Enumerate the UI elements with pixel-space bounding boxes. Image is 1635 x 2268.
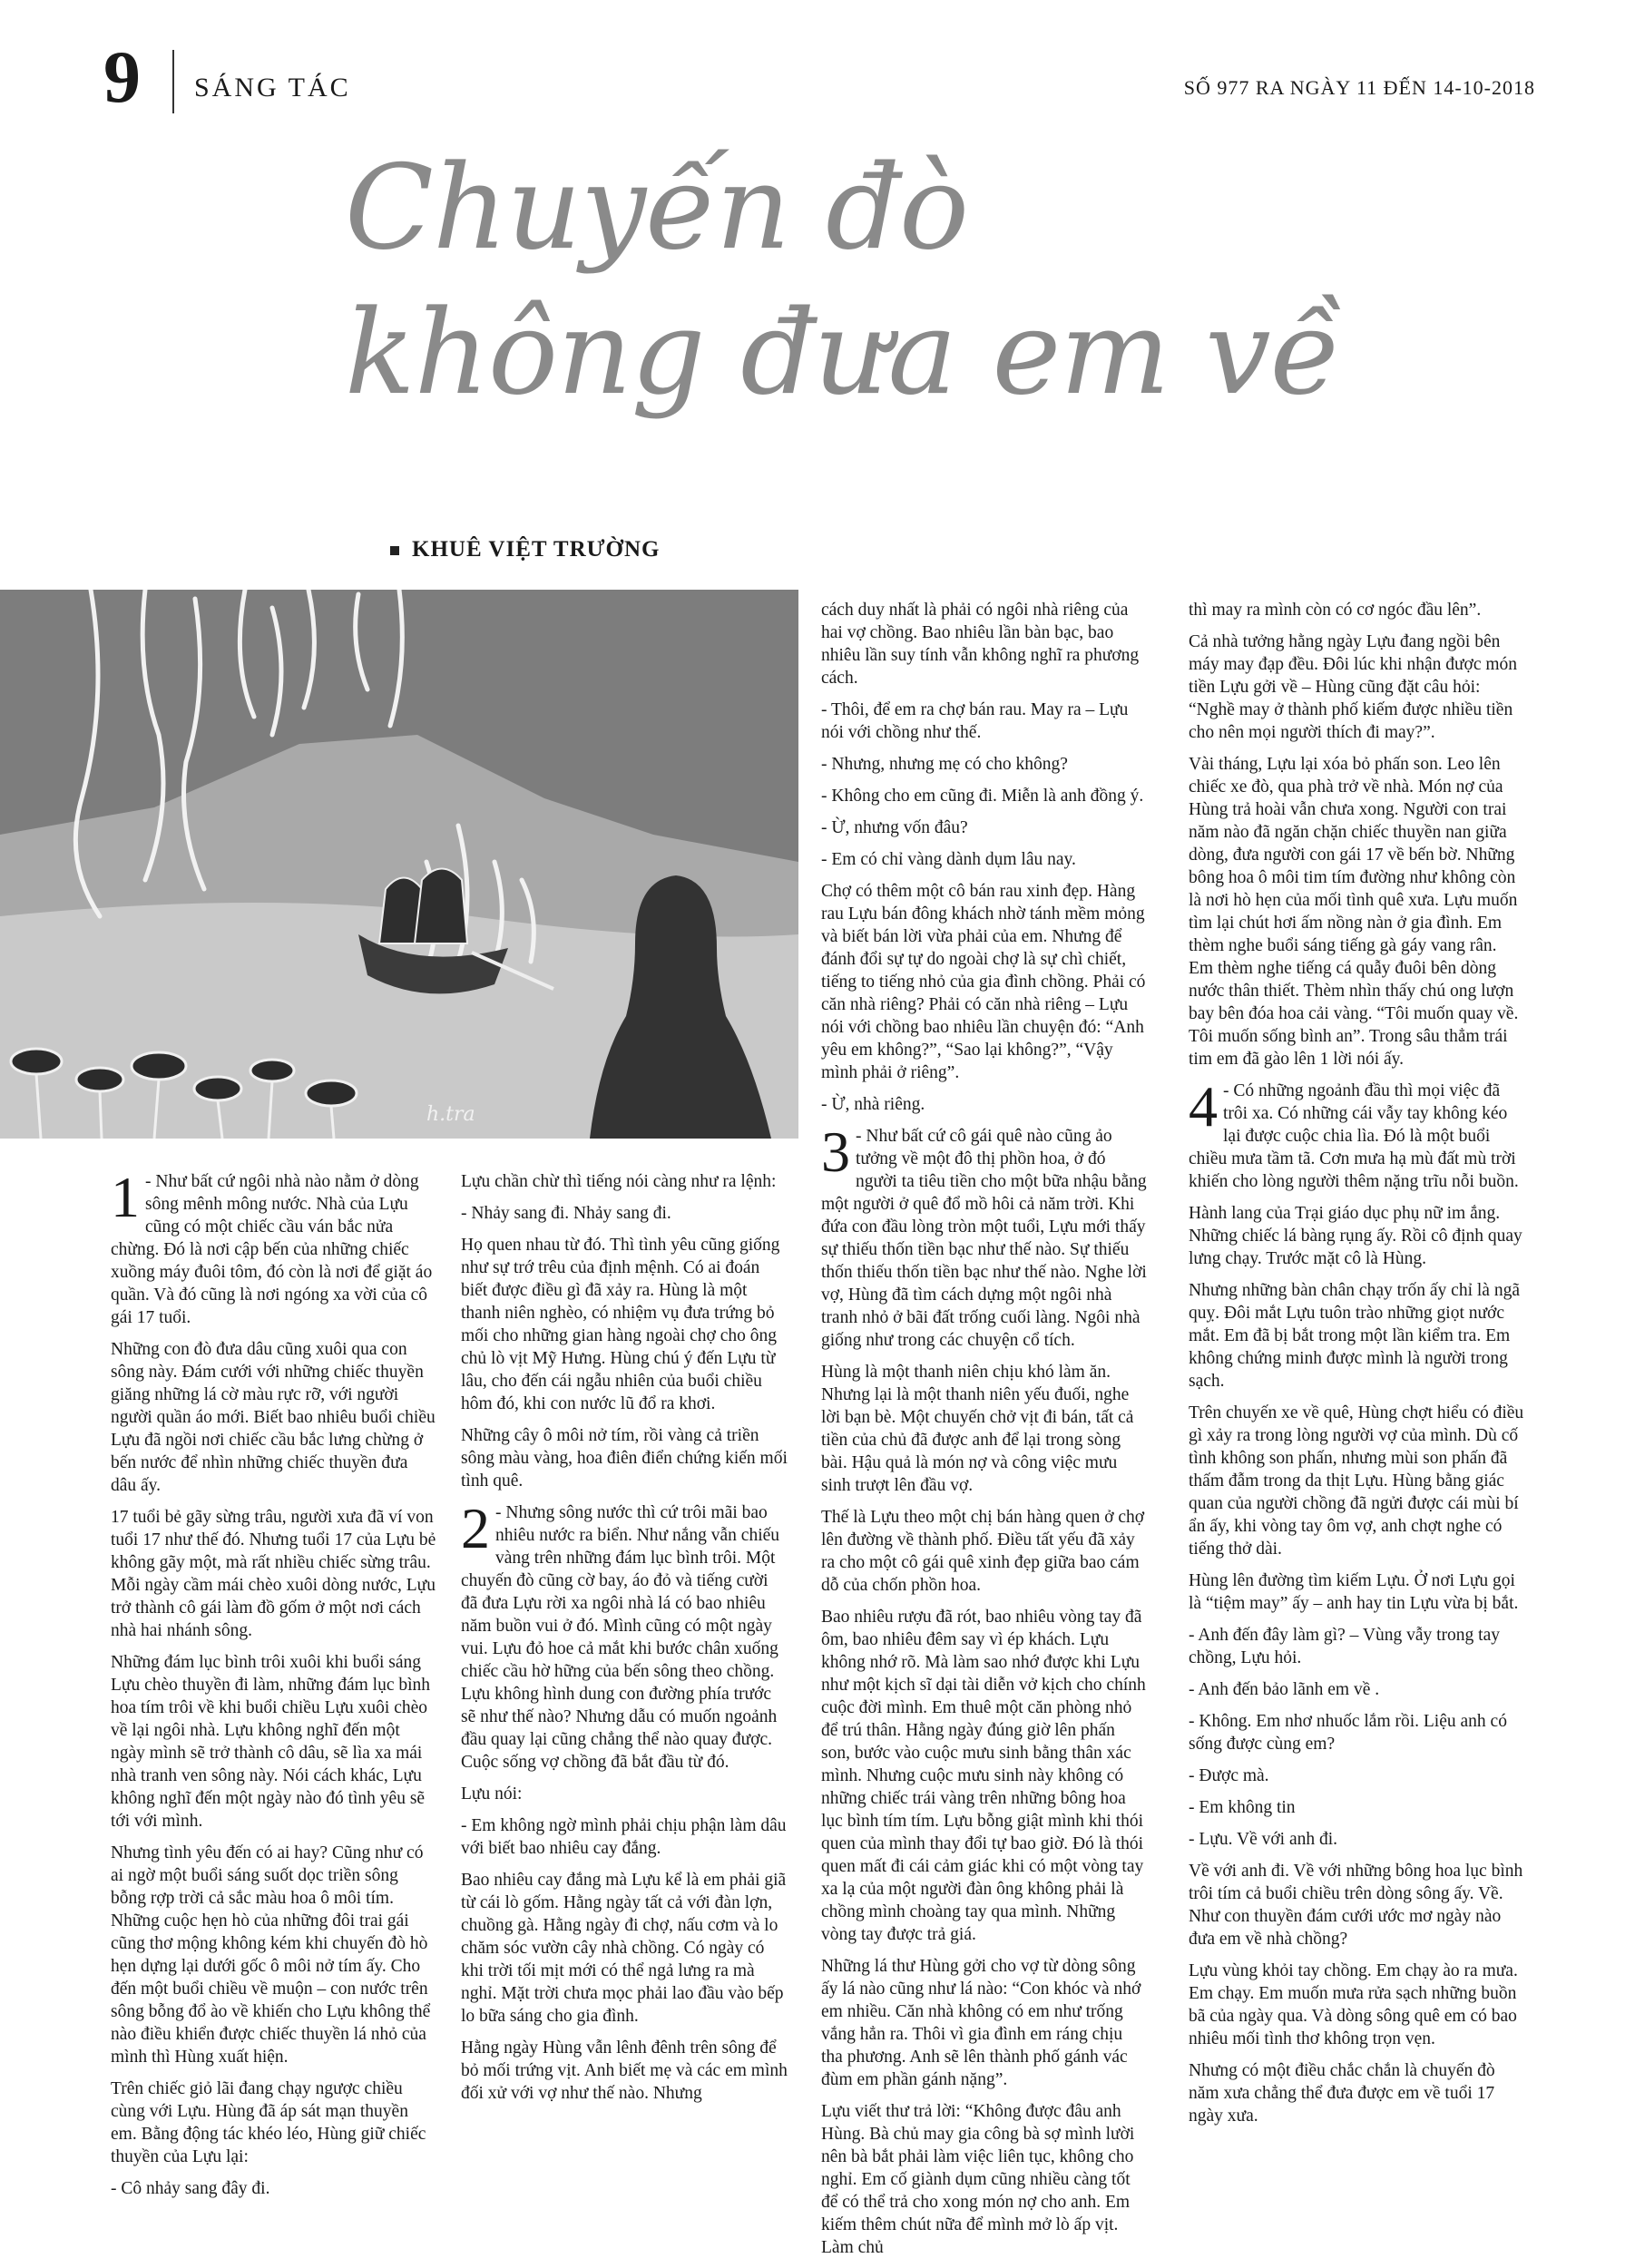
paragraph bbox=[111, 1338, 437, 1497]
paragraph bbox=[1189, 1624, 1524, 1669]
paragraph bbox=[821, 848, 1148, 871]
paragraph bbox=[821, 1606, 1148, 1946]
section-number: 1 bbox=[111, 1165, 140, 1229]
paragraph bbox=[1189, 2059, 1524, 2127]
paragraph bbox=[821, 2100, 1148, 2259]
paragraph-text: Thế là Lựu theo một chị bán hàng quen ở chợ lên đường về thành phố. Điều tất yếu đã xảy ra cho một cô gái quê xinh đẹp giữa bao cám dỗ của chốn phồn hoa. bbox=[821, 1508, 1145, 1595]
paragraph-text: Họ quen nhau từ đó. Thì tình yêu cũng giống như sự trớ trêu của định mệnh. Có ai đoán biết được điều gì đã xảy ra. Hùng là một thanh niên nghèo, có nhiệm vụ đưa trứng bỏ mối cho những gian hàng ngoài chợ cho ông chủ lò vịt Mỹ Hưng. Hùng chú ý đến Lựu từ lâu, cho đến cái ngẫu nhiên của buổi chiều hôm đó, khi con nước lũ đổ ra khơi. bbox=[461, 1236, 780, 1413]
paragraph-text: - Thôi, để em ra chợ bán rau. May ra – Lựu nói với chồng như thế. bbox=[821, 700, 1129, 742]
section-number: 3 bbox=[821, 1119, 850, 1184]
paragraph-text: Những lá thư Hùng gởi cho vợ từ dòng sông ấy lá nào cũng như lá nào: “Con khóc và nhớ em nhiều. Căn nhà không có em như trống vắng hẳn ra. Thôi vì gia đình em ráng chịu tha phương. Anh sẽ lên thành phố gánh vác đùm em phần gánh nặng”. bbox=[821, 1957, 1141, 2089]
paragraph bbox=[111, 2077, 437, 2168]
paragraph-text: Những cây ô môi nở tím, rồi vàng cả triền sông màu vàng, hoa điên điển chứng kiến mối tình quê. bbox=[461, 1426, 788, 1491]
paragraph bbox=[1189, 1765, 1524, 1787]
title-line-2: không đưa em về bbox=[345, 286, 1341, 421]
paragraph-text: Trên chuyến xe về quê, Hùng chợt hiểu có điều gì xảy ra trong lòng người vợ của mình. Dù cố tình không son phấn, nhưng mùi son phấn đã thấm đẫm trong da thịt Lựu. Hùng bằng giác quan của người chồng đã ngửi được cái mùi bí ẩn ấy, khi vòng tay ôm vợ, anh chợt nghe có tiếng thở dài. bbox=[1189, 1403, 1524, 1559]
paragraph bbox=[1189, 1202, 1524, 1270]
paragraph bbox=[1189, 1678, 1524, 1701]
paragraph-text: 17 tuổi bẻ gãy sừng trâu, người xưa đã ví von tuổi 17 như thế đó. Nhưng tuổi 17 của Lựu bẻ không gãy một, mà rất nhiều chiếc sừng trâu. Mỗi ngày cầm mái chèo xuôi dòng nước, Lựu trở thành cô gái làm đồ gốm ở một nơi cách nhà hai nhánh sông. bbox=[111, 1508, 436, 1640]
paragraph bbox=[461, 1202, 788, 1225]
paragraph bbox=[461, 2037, 788, 2105]
paragraph-text: - Cô nhảy sang đây đi. bbox=[111, 2179, 270, 2198]
paragraph bbox=[461, 1234, 788, 1415]
author-name: KHUÊ VIỆT TRƯỜNG bbox=[412, 537, 661, 562]
paragraph bbox=[461, 1424, 788, 1492]
paragraph bbox=[461, 1869, 788, 2028]
paragraph bbox=[1189, 1569, 1524, 1615]
paragraph-text: - Anh đến đây làm gì? – Vùng vẫy trong tay chồng, Lựu hỏi. bbox=[1189, 1626, 1500, 1667]
paragraph-text: Lựu nói: bbox=[461, 1784, 523, 1804]
paragraph-text: - Không. Em nhơ nhuốc lắm rồi. Liệu anh có sống được cùng em? bbox=[1189, 1712, 1507, 1754]
paragraph bbox=[821, 599, 1148, 689]
paragraph-text: - Có những ngoảnh đầu thì mọi việc đã trôi xa. Có những cái vẫy tay không kéo lại được cuộc chia lìa. Đó là một buổi chiều mưa tầm tã. Cơn mưa hạ mù đất mù trời khiến cho lòng người thêm nặng trĩu nỗi buồn. bbox=[1189, 1081, 1519, 1191]
paragraph bbox=[821, 880, 1148, 1084]
paragraph bbox=[821, 1361, 1148, 1497]
paragraph bbox=[1189, 753, 1524, 1070]
paragraph bbox=[1189, 1960, 1524, 2050]
paragraph-text: Vài tháng, Lựu lại xóa bỏ phấn son. Leo lên chiếc xe đò, qua phà trở về nhà. Món nợ của Hùng trả hoài vẫn chưa xong. Người con trai năm nào đã ngăn chặn chiếc thuyền nan giữa dòng, đưa người con gái 17 về bến bờ. Những bông hoa ô môi tim tím đường như không còn là nơi hò hẹn của mối tình quê xưa. Lựu muốn tìm lại chút hơi ấm nồng nàn ở gia đình. Em thèm nghe buổi sáng tiếng gà gáy vang rân. Em thèm nghe tiếng cá quẫy đuôi bên dòng nước thân thiết. Thèm nhìn thấy chú ong lượn bay bên đóa hoa cải vàng. “Tôi muốn quay về. Tôi muốn sống bình an”. Trong sâu thẳm trái tim em đã gào lên 1 lời nói ấy. bbox=[1189, 755, 1519, 1069]
paragraph-text: - Em không tin bbox=[1189, 1798, 1296, 1817]
section-title: SÁNG TÁC bbox=[194, 73, 351, 103]
paragraph-text: - Như bất cứ ngôi nhà nào nằm ở dòng sông mênh mông nước. Nhà của Lựu cũng có một chiếc cầu ván bắc nửa chừng. Đó là nơi cập bến của những chiếc xuồng máy đuôi tôm, đó còn là nơi để giặt áo quần. Và đó cũng là nơi ngóng xa vời của cô gái 17 tuổi. bbox=[111, 1172, 433, 1327]
paragraph-text: Chợ có thêm một cô bán rau xinh đẹp. Hàng rau Lựu bán đông khách nhờ tánh mềm mỏng và biết bán lời vừa phải của em. Nhưng để đánh đổi sự tự do ngoài chợ là sự chì chiết, tiếng to tiếng nhỏ của gia đình chồng. Phải có căn nhà riêng? Phải có căn nhà riêng – Lựu nói với chồng bao nhiêu lần chuyện đó: “Anh yêu em không?”, “Sao lại không?”, “Vậy mình phải ở riêng”. bbox=[821, 882, 1146, 1082]
paragraph bbox=[1189, 1796, 1524, 1819]
paragraph-text: Trên chiếc giỏ lãi đang chạy ngược chiều cùng với Lựu. Hùng đã áp sát mạn thuyền em. Bằng động tác khéo léo, Hùng giữ chiếc thuyền của Lựu lại: bbox=[111, 2079, 426, 2166]
paragraph-text: - Ừ, nhưng vốn đâu? bbox=[821, 818, 968, 837]
paragraph bbox=[821, 1955, 1148, 2091]
paragraph-text: thì may ra mình còn có cơ ngóc đầu lên”. bbox=[1189, 601, 1482, 620]
paragraph bbox=[111, 1165, 437, 1329]
paragraph bbox=[821, 1506, 1148, 1597]
paragraph-text: Lựu viết thư trả lời: “Không được đâu anh Hùng. Bà chủ may gia công bà sợ mình lười nên bà bắt phải làm việc liên tục, không cho nghỉ. Em cố giành dụm cũng nhiều càng tốt để có thể trả cho xong món nợ cho anh. Em kiếm thêm chút nữa để mình mở lò ấp vịt. Làm chủ bbox=[821, 2102, 1135, 2257]
paragraph-text: Lựu vùng khỏi tay chồng. Em chạy ào ra mưa. Em chạy. Em muốn mưa rửa sạch những buồn bã của ngày qua. Và dòng sông quê em có bao nhiêu mối tình thơ không trọn vẹn. bbox=[1189, 1961, 1518, 2048]
paragraph-text: Hành lang của Trại giáo dục phụ nữ im ắng. Những chiếc lá bàng rụng ấy. Rồi cô định quay lưng chạy. Trước mặt cô là Hùng. bbox=[1189, 1204, 1522, 1268]
article-column-4 bbox=[1189, 599, 1524, 2136]
paragraph bbox=[821, 1093, 1148, 1116]
paragraph bbox=[111, 2177, 437, 2200]
paragraph bbox=[1189, 599, 1524, 621]
paragraph bbox=[821, 753, 1148, 776]
paragraph-text: Cả nhà tưởng hằng ngày Lựu đang ngồi bên máy may đạp đều. Đôi lúc khi nhận được món tiền Lựu gởi về – Hùng cũng đặt câu hỏi: “Nghề may ở thành phố kiếm được nhiều tiền cho nên mọi người thích đi may?”. bbox=[1189, 632, 1518, 742]
paragraph-text: - Nhưng sông nước thì cứ trôi mãi bao nhiêu nước ra biển. Như nắng vẫn chiếu vàng trên những đám lục bình trôi. Một chuyến đò cũng cờ bay, áo đỏ và tiếng cười đã đưa Lựu rời xa ngôi nhà lá có bao nhiêu năm buồn vui ở đó. Mình cũng có một ngày vui. Lựu đỏ hoe cả mắt khi bước chân xuống chiếc cầu hờ hững của bến sông theo chồng. Lựu không hình dung con đường phía trước sẽ như thế nào? Nhưng dẫu có muốn ngoảnh đầu quay lại cũng chẳng thể nào quay được. Cuộc sống vợ chồng đã bắt đầu từ đó. bbox=[461, 1503, 780, 1772]
paragraph bbox=[461, 1783, 788, 1805]
paragraph bbox=[1189, 1710, 1524, 1755]
paragraph-text: Những đám lục bình trôi xuôi khi buổi sáng Lựu chèo thuyền đi làm, những đám lục bình hoa tím trôi về khi buổi chiều Lựu xuôi chèo về lại ngôi nhà. Lựu không nghĩ đến một ngày mình sẽ trở thành cô dâu, sẽ lìa xa mái nhà tranh ven sông này. Nói cách khác, Lựu không nghĩ đến một ngày nào đó tình yêu sẽ tới với mình. bbox=[111, 1653, 431, 1831]
paragraph-text: Nhưng có một điều chắc chắn là chuyến đò năm xưa chẳng thể đưa được em về tuổi 17 ngày xưa. bbox=[1189, 2061, 1495, 2126]
article-column-1 bbox=[111, 1165, 437, 2209]
paragraph-text: - Không cho em cũng đi. Miễn là anh đồng ý. bbox=[821, 787, 1144, 806]
header-divider bbox=[172, 50, 174, 113]
paragraph-text: - Được mà. bbox=[1189, 1766, 1269, 1785]
paragraph-text: Lựu chần chừ thì tiếng nói càng như ra lệnh: bbox=[461, 1172, 777, 1191]
paragraph bbox=[821, 785, 1148, 807]
paragraph-text: Hùng là một thanh niên chịu khó làm ăn. Nhưng lại là một thanh niên yếu đuối, nghe lời bạn bè. Một chuyến chở vịt đi bán, tất cả tiền của chủ đã được anh để lại trong sòng bài. Hậu quả là món nợ và công việc mưu sinh trượt lên đầu vợ. bbox=[821, 1363, 1134, 1495]
paragraph-text: - Anh đến bảo lãnh em về . bbox=[1189, 1680, 1380, 1699]
paragraph-text: Bao nhiêu cay đắng mà Lựu kể là em phải giã từ cái lò gốm. Hằng ngày tất cả với đàn lợn, chuồng gà. Hằng ngày đi chợ, nấu cơm và lo chăm sóc vườn cây nhà chồng. Có ngày có khi trời tối mịt mới có thể ngả lưng ra mà nghỉ. Mặt trời chưa mọc phải lao đầu vào bếp lo bữa sáng cho gia đình. bbox=[461, 1871, 787, 2026]
paragraph bbox=[821, 1119, 1148, 1352]
paragraph bbox=[821, 816, 1148, 839]
paragraph bbox=[1189, 1074, 1524, 1193]
section-number: 2 bbox=[461, 1496, 490, 1560]
title-line-1: Chuyến đò bbox=[345, 141, 968, 276]
paragraph bbox=[1189, 1860, 1524, 1950]
paragraph-text: - Nhưng, nhưng mẹ có cho không? bbox=[821, 755, 1068, 774]
paragraph-text: Những con đò đưa dâu cũng xuôi qua con sông này. Đám cưới với những chiếc thuyền giăng những lá cờ màu rực rỡ, với người người quần áo mới. Biết bao nhiêu buổi chiều Lựu đã ngồi nơi chiếc cầu bắc lưng chừng ở bến nước để nhìn những chiếc thuyền đưa dâu ấy. bbox=[111, 1340, 436, 1495]
paragraph-text: Nhưng tình yêu đến có ai hay? Cũng như có ai ngờ một buổi sáng suốt dọc triền sông bỗng rợp trời cả sắc màu hoa ô môi tím. Những cuộc hẹn hò của những đôi trai gái cũng thơ mộng không kém khi chuyến đò hò hẹn dựng lại dưới gốc ô môi nở tím ấy. Cho đến một buổi chiều về muộn – con nước trên sông bỗng đổ ào về khiến cho Lựu không thể nào điều khiển được chiếc thuyền lá nhỏ của mình thì Hùng xuất hiện. bbox=[111, 1843, 431, 2067]
article-column-3 bbox=[821, 599, 1148, 2268]
issue-info: SỐ 977 RA NGÀY 11 ĐẾN 14-10-2018 bbox=[1183, 76, 1535, 99]
illustrator-signature: h.tra bbox=[426, 1103, 475, 1126]
paragraph bbox=[111, 1506, 437, 1642]
paragraph-text: - Em không ngờ mình phải chịu phận làm dâu với biết bao nhiêu cay đắng. bbox=[461, 1816, 787, 1858]
paragraph bbox=[111, 1651, 437, 1833]
paragraph-text: Hằng ngày Hùng vẫn lênh đênh trên sông để bỏ mối trứng vịt. Anh biết mẹ và các em mình đối xử với vợ như thế nào. Nhưng bbox=[461, 2038, 788, 2103]
paragraph bbox=[461, 1170, 788, 1193]
paragraph-text: - Ừ, nhà riêng. bbox=[821, 1095, 925, 1114]
paragraph bbox=[821, 699, 1148, 744]
paragraph-text: Về với anh đi. Về với những bông hoa lục bình trôi tím cả buổi chiều trên dòng sông ấy. Về. Như con thuyền đám cưới ước mơ ngày nào đưa em về nhà chồng? bbox=[1189, 1862, 1523, 1949]
paragraph bbox=[111, 1842, 437, 2068]
paragraph-text: - Lựu. Về với anh đi. bbox=[1189, 1830, 1338, 1849]
paragraph-text: - Như bất cứ cô gái quê nào cũng ảo tưởng về một đô thị phồn hoa, ở đó người ta tiêu tiền cho một bữa nhậu bằng một người ở quê đổ mồ hôi cả năm trời. Khi đứa con đầu lòng tròn một tuổi, Lựu mới thấy sự thiếu thốn tiền bạc như thế nào. Sự thiếu thốn thiếu thốn tiền bạc như thế nào. Nghe lời vợ, Hùng đã tìm cách dựng một ngôi nhà tranh nhỏ ở bãi đất trống cuối làng. Ngôi nhà giống như trong các chuyện cổ tích. bbox=[821, 1127, 1147, 1350]
section-number: 4 bbox=[1189, 1074, 1218, 1139]
paragraph bbox=[461, 1496, 788, 1774]
paragraph bbox=[461, 1814, 788, 1860]
paragraph-text: Nhưng những bàn chân chạy trốn ấy chỉ là ngã quỵ. Đôi mắt Lựu tuôn trào những giọt nước mắt. Em đã bị bắt trong một lần kiểm tra. Em không chứng minh được mình là người trong sạch. bbox=[1189, 1281, 1520, 1391]
article-title bbox=[345, 136, 1524, 426]
paragraph bbox=[1189, 1828, 1524, 1851]
paragraph-text: cách duy nhất là phải có ngôi nhà riêng của hai vợ chồng. Bao nhiêu lần bàn bạc, bao nhiêu lần suy tính vẫn không nghĩ ra phương cách. bbox=[821, 601, 1140, 688]
paragraph bbox=[1189, 631, 1524, 744]
paragraph-text: Bao nhiêu rượu đã rót, bao nhiêu vòng tay đã ôm, bao nhiêu đêm say vì ép khách. Lựu không nhớ rõ. Mà làm sao nhớ được khi Lựu như một kịch sĩ dại tài diễn vở kịch cho chính cuộc đời mình. Em thuê một căn phòng nhỏ để trú thân. Hằng ngày đúng giờ lên phấn son, bước vào cuộc mưu sinh bằng thân xác mình. Nhưng cuộc mưu sinh này không có những chiếc trái vàng trên những bông hoa lục bình tím tím. Lựu bỗng giật mình khi thói quen của mình thay đổi tự bao giờ. Đó là thói quen mất đi cái cảm giác khi có một vòng tay xa lạ của một người đàn ông không phải là chồng mình choàng tay qua mình. Những vòng tay được trả giá. bbox=[821, 1608, 1146, 1944]
paragraph-text: - Em có chỉ vàng dành dụm lâu nay. bbox=[821, 850, 1076, 869]
paragraph-text: - Nhảy sang đi. Nhảy sang đi. bbox=[461, 1204, 671, 1223]
page-number: 9 bbox=[103, 35, 141, 118]
paragraph bbox=[1189, 1279, 1524, 1393]
byline bbox=[390, 537, 660, 562]
bullet-square-icon bbox=[390, 546, 399, 555]
article-column-2 bbox=[461, 1170, 788, 2114]
paragraph-text: Hùng lên đường tìm kiếm Lựu. Ở nơi Lựu gọi là “tiệm may” ấy – anh hay tin Lựu vừa bị bắt. bbox=[1189, 1571, 1519, 1613]
article-illustration bbox=[0, 590, 798, 1139]
paragraph bbox=[1189, 1402, 1524, 1560]
